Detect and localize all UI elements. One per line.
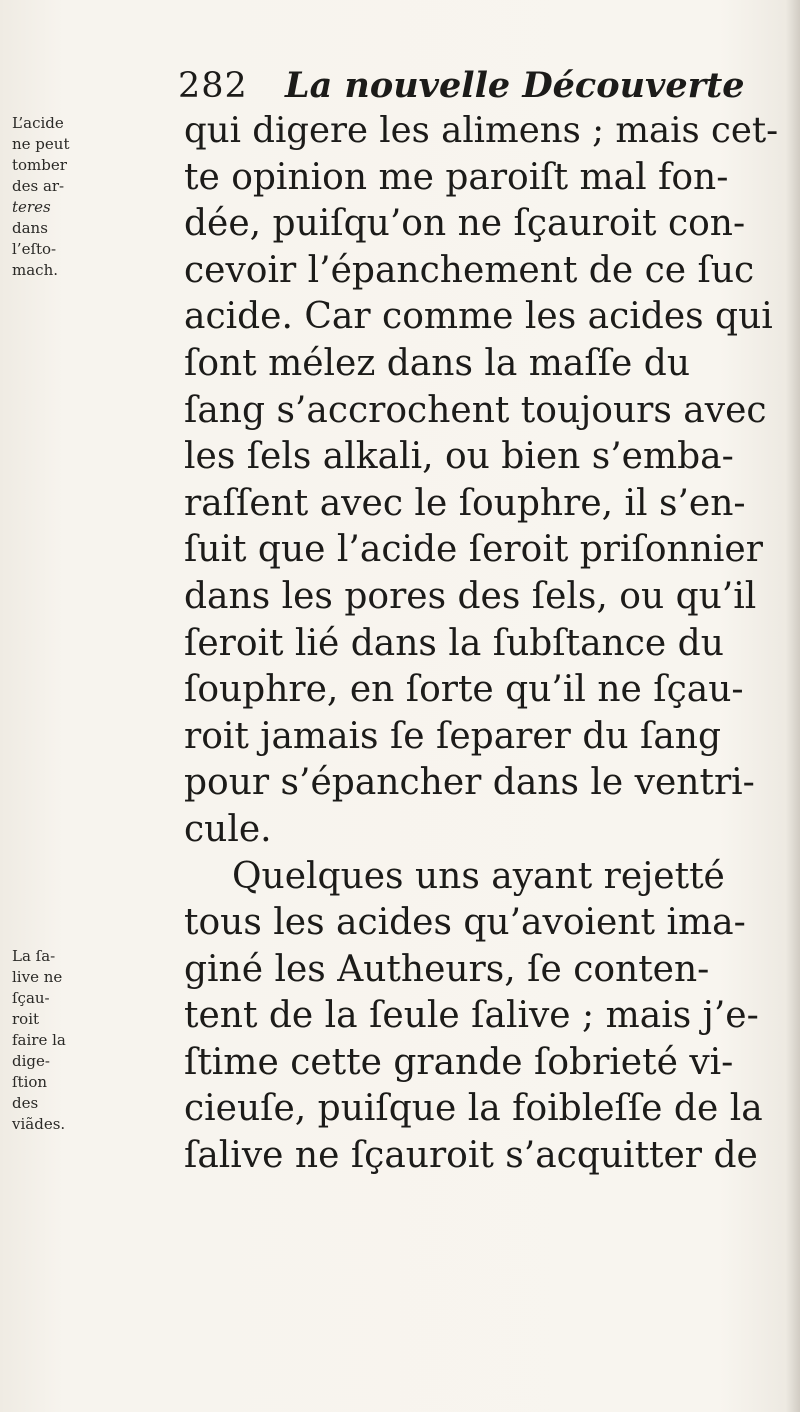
text-line: ſuit que l’acide ſeroit priſonnier [184, 529, 763, 571]
text-line: ſtime cette grande ſobrieté vi- [184, 1041, 734, 1083]
text-line: dée, puiſqu’on ne ſçauroit con- [184, 203, 746, 245]
running-header [178, 62, 745, 110]
margin-note-line: roit [12, 1010, 40, 1028]
margin-note-line: L’acide [12, 114, 64, 132]
text-line: giné les Autheurs, ſe conten- [184, 948, 710, 990]
text-line: ſont mélez dans la maſſe du [184, 342, 691, 384]
margin-note-line: des [12, 1094, 39, 1112]
text-line: tous les acides qu’avoient ima- [184, 902, 746, 944]
page-edge-shadow [786, 0, 800, 1412]
text-line: cule. [184, 808, 272, 850]
text-line: cieuſe, puiſque la foibleſſe de la [184, 1088, 763, 1130]
margin-note-line: mach. [12, 261, 58, 279]
margin-note-line: tomber [12, 156, 67, 174]
text-line: Quelques uns ayant rejetté [232, 855, 725, 897]
page-number: 282 [178, 66, 248, 106]
margin-note [12, 113, 86, 281]
text-line: ſeroit lié dans la ſubſtance du [184, 622, 724, 664]
text-line: dans les pores des ſels, ou qu’il [184, 575, 757, 617]
margin-note-line: teres [12, 198, 51, 216]
margin-note-line: des ar- [12, 177, 65, 195]
text-line: acide. Car comme les acides qui [184, 296, 773, 338]
text-line: tent de la ſeule ſalive ; mais j’e- [184, 995, 759, 1037]
margin-note-line: faire la [12, 1031, 66, 1049]
margin-note-line: dans [12, 219, 48, 237]
text-line: qui digere les alimens ; mais cet- [184, 110, 779, 151]
text-line: cevoir l’épanchement de ce ſuc [184, 249, 755, 291]
text-line: pour s’épancher dans le ventri- [184, 762, 755, 804]
body-text [184, 108, 784, 1180]
margin-note-line: ne peut [12, 135, 70, 153]
margin-note [12, 946, 86, 1135]
text-line: raſſent avec le ſouphre, il s’en- [184, 482, 746, 524]
margin-note-line: ſçau- [12, 989, 50, 1007]
margin-note-line: l’eſto- [12, 240, 57, 258]
margin-note-line: La ſa- [12, 947, 56, 965]
text-line: te opinion me paroiſt mal fon- [184, 156, 729, 198]
running-title: La nouvelle Découverte [284, 65, 745, 106]
margin-note-line: ſtion [12, 1073, 48, 1091]
margin-note-line: dige- [12, 1052, 50, 1070]
text-line: les ſels alkali, ou bien s’emba- [184, 436, 734, 478]
margin-note-line: live ne [12, 968, 63, 986]
text-line: ſalive ne ſçauroit s’acquitter de [184, 1135, 758, 1177]
text-line: roit jamais ſe ſeparer du ſang [184, 715, 722, 757]
margin-note-line: viãdes. [12, 1115, 66, 1133]
text-line: ſang s’accrochent toujours avec [184, 389, 767, 431]
text-line: ſouphre, en ſorte qu’il ne ſçau- [184, 669, 744, 711]
